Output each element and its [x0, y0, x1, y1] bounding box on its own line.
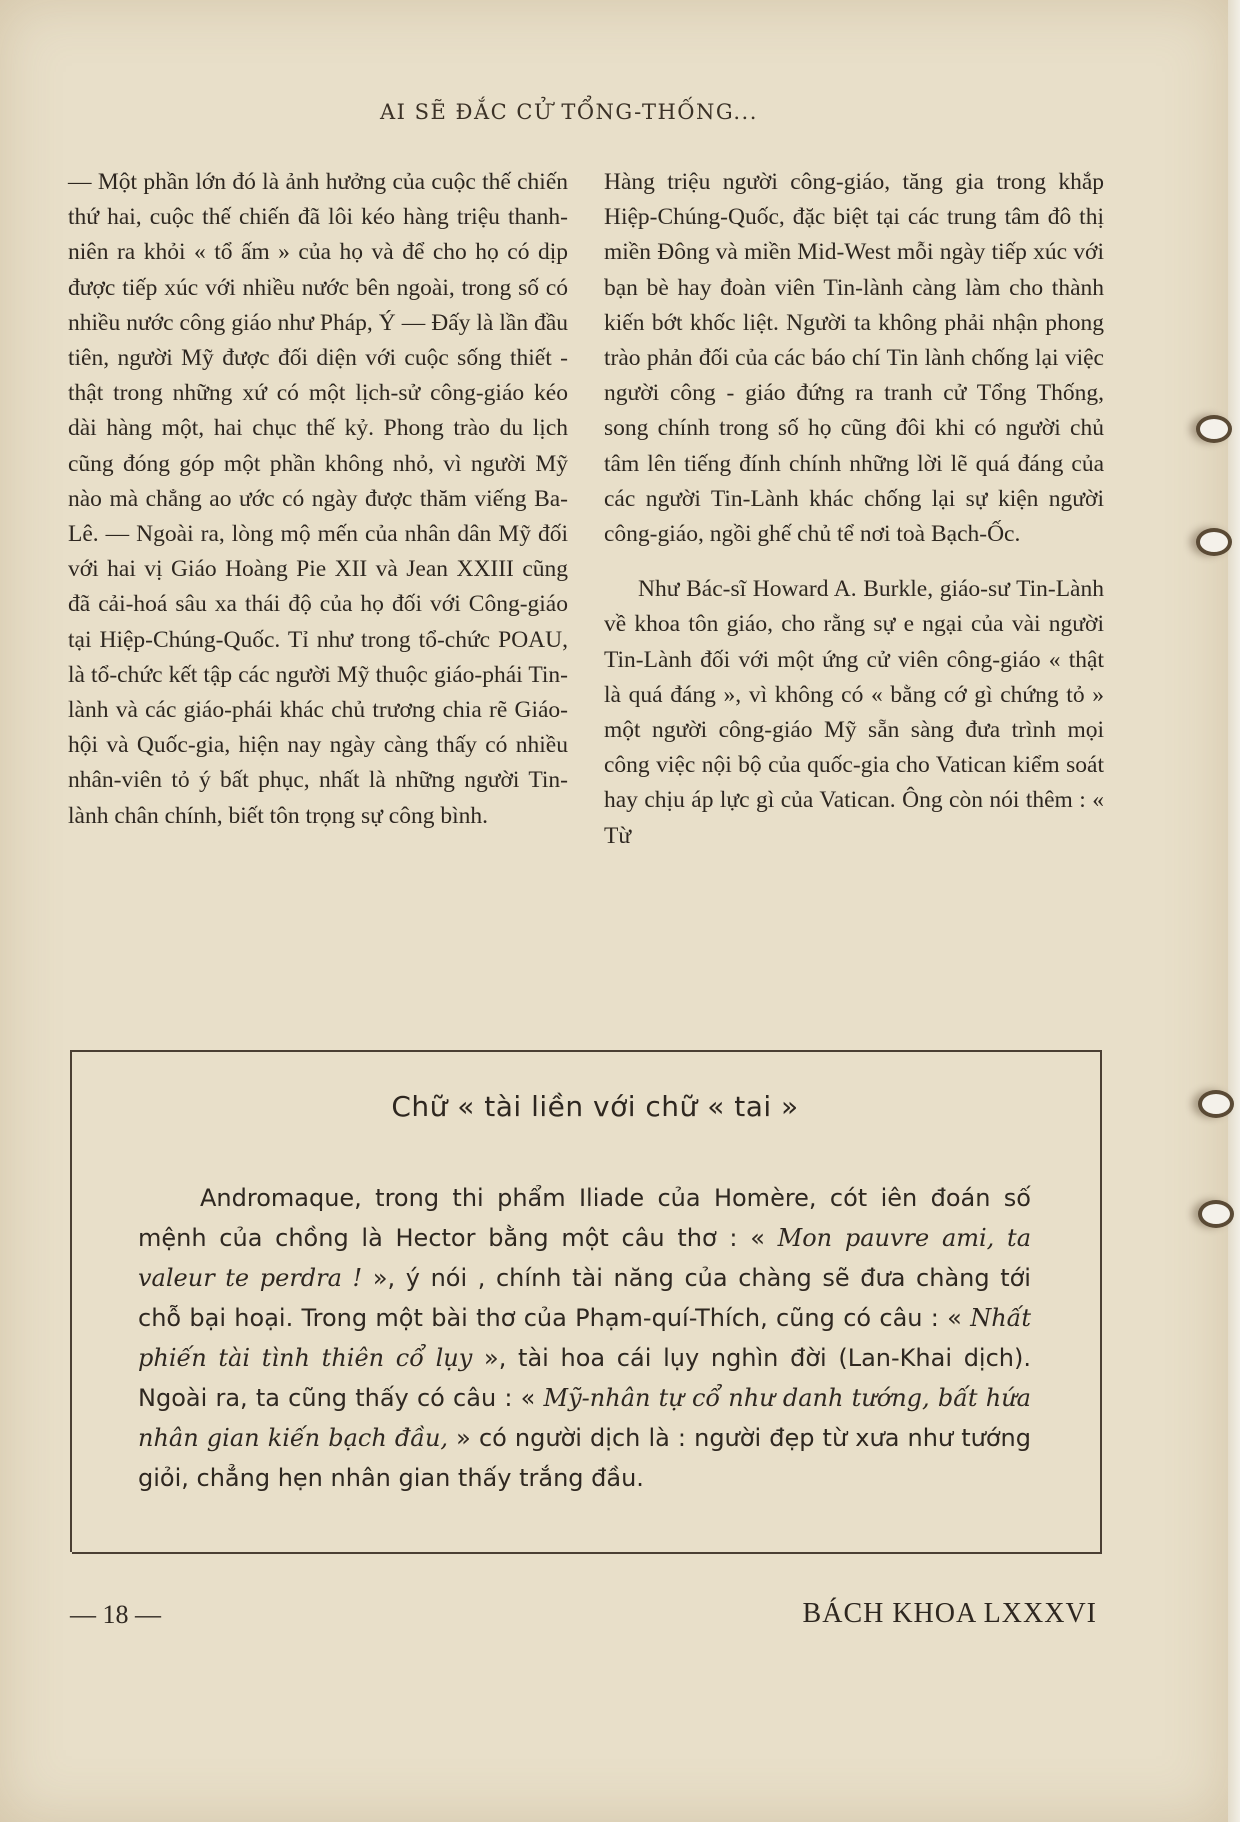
quote-pham-qui-thich: Nhất phiến tài tình thiên cổ lụy [138, 1304, 1031, 1372]
quote-homere: Mon pauvre ami, ta valeur te perdra ! [138, 1224, 1031, 1292]
box-border-left [70, 1050, 72, 1552]
quote-my-nhan: Mỹ-nhân tự cổ như danh tướng, bất hứa nhân gian kiến bạch đầu, [138, 1384, 1031, 1452]
box-border-top [72, 1050, 1102, 1052]
left-paragraph: — Một phần lớn đó là ảnh hưởng của cuộc thế chiến thứ hai, cuộc thế chiến đã lôi kéo hàng triệu thanh-niên ra khỏi « tổ ấm » của họ và để cho họ có dịp được tiếp xúc với nhiều nước bên ngoài, trong số có nhiều nước công giáo như Pháp, Ý — Đấy là lần đầu tiên, người Mỹ được đối diện với cuộc sống thiết - thật trong những xứ có một lịch-sử công-giáo kéo dài hàng một, hai chục thế kỷ. Phong trào du lịch cũng đóng góp một phần không nhỏ, vì người Mỹ nào mà chẳng ao ước có ngày được thăm viếng Ba-Lê. — Ngoài ra, lòng mộ mến của nhân dân Mỹ đối với hai vị Giáo Hoàng Pie XII và Jean XXIII cũng đã cải-hoá sâu xa thái độ của họ đối với Công-giáo tại Hiệp-Chúng-Quốc. Tỉ như trong tổ-chức POAU, là tổ-chức kết tập các người Mỹ thuộc giáo-phái Tin-lành và các giáo-phái khác chủ trương chia rẽ Giáo-hội và Quốc-gia, hiện nay ngày càng thấy có nhiều nhân-viên tỏ ý bất phục, nhất là những người Tin-lành chân chính, biết tôn trọng sự công bình. [68, 169, 568, 829]
left-column [68, 165, 568, 834]
box-border-right [1100, 1050, 1102, 1554]
right-paragraph-1: Hàng triệu người công-giáo, tăng gia trong khắp Hiệp-Chúng-Quốc, đặc biệt tại các trung tâm đô thị miền Đông và miền Mid-West mỗi ngày tiếp xúc với bạn bè hay đoàn viên Tin-lành càng làm cho thành kiến bớt khốc liệt. Người ta không phải nhận phong trào phản đối của các báo chí Tin lành chống lại việc người công - giáo đứng ra tranh cử Tổng Thống, song chính trong số họ cũng đôi khi có người chủ tâm lên tiếng đính chính những lời lẽ quá đáng của các người Tin-Lành khác chống lại sự kiện người công-giáo, ngồi ghế chủ tể nơi toà Bạch-Ốc. [604, 169, 1104, 548]
box-border-bottom [72, 1552, 1102, 1554]
box-text-part-4: » có người dịch là : người đẹp từ xưa như tướng giỏi, chẳng hẹn nhân gian thấy trắng đầu. [138, 1424, 1031, 1492]
binding-hole [1198, 1090, 1234, 1118]
box-title: Chữ « tài liền với chữ « tai » [391, 1090, 799, 1123]
binding-hole [1198, 1200, 1234, 1228]
right-column [604, 165, 1104, 854]
page-edge [1228, 0, 1240, 1822]
box-text-part-2: », ý nói , chính tài năng của chàng sẽ đưa chàng tới chỗ bại hoại. Trong một bài thơ của Phạm-quí-Thích, cũng có câu : « [138, 1264, 1031, 1332]
binding-hole [1196, 415, 1232, 443]
page-number: — 18 — [70, 1600, 161, 1629]
box-text-part-3: », tài hoa cái lụy nghìn đời (Lan-Khai dịch). Ngoài ra, ta cũng thấy có câu : « [138, 1344, 1032, 1412]
box-text [138, 1178, 1031, 1498]
binding-hole [1196, 528, 1232, 556]
right-paragraph-2: Như Bác-sĩ Howard A. Burkle, giáo-sư Tin-Lành về khoa tôn giáo, cho rằng sự e ngại của vài người Tin-Lành đối với một ứng cử viên công-giáo « thật là quá đáng », vì không có « bằng cớ gì chứng tỏ » một người công-giáo Mỹ sẵn sàng đưa trình mọi công việc nội bộ của quốc-gia cho Vatican kiểm soát hay chịu áp lực gì của Vatican. Ông còn nói thêm : « Từ [604, 576, 1104, 849]
journal-name: BÁCH KHOA LXXXVI [802, 1598, 1097, 1629]
box-text-part-1: Andromaque, trong thi phẩm Iliade của Homère, cót iên đoán số mệnh của chồng là Hector bằng một câu thơ : « [138, 1184, 1031, 1252]
running-head: AI SẼ ĐẮC CỬ TỔNG-THỐNG... [380, 100, 758, 124]
